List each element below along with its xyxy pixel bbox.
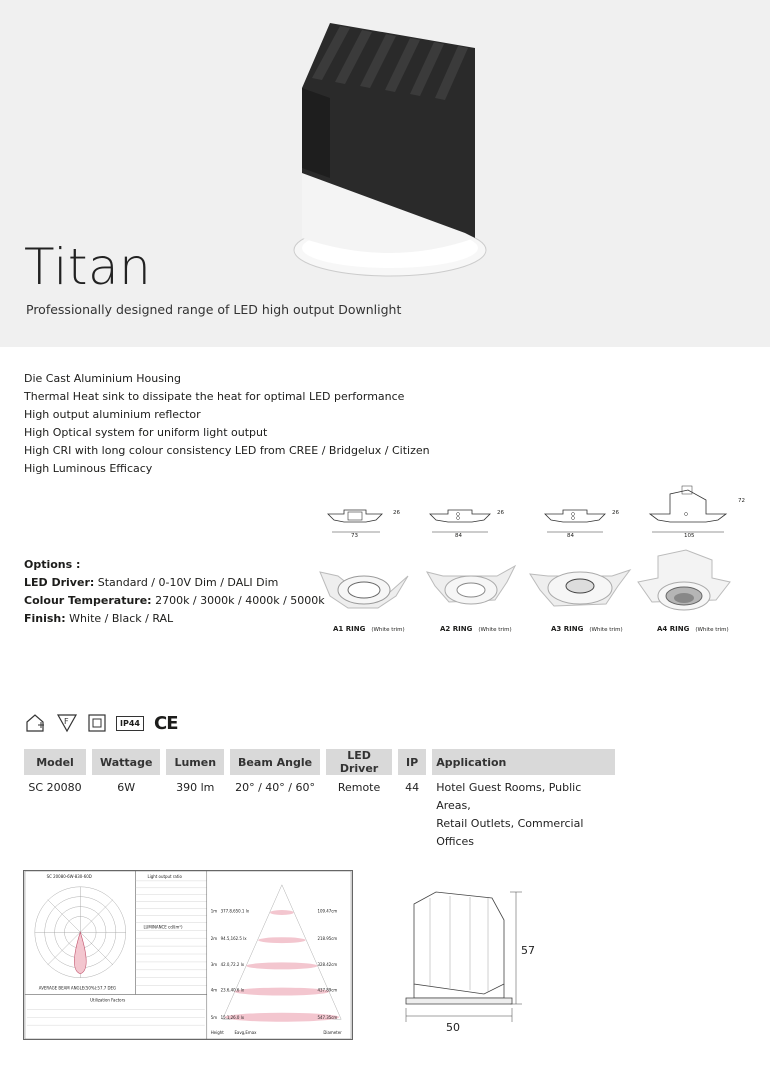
cell-beam-angle: 20° / 40° / 60° [235,781,315,794]
svg-text:1m: 1m [210,908,218,914]
dimension-width: 50 [446,1021,460,1034]
photometric-data [23,870,353,1040]
polar-diagram [35,887,126,978]
table-row [24,775,615,851]
svg-text:15.1,26.0 lx: 15.1,26.0 lx [220,1015,245,1021]
cell-model: SC 20080 [28,781,82,794]
svg-text:Light output ratio: Light output ratio [147,873,182,879]
svg-text:Height: Height [210,1030,224,1036]
options-block [24,556,325,628]
finish-value: White / Black / RAL [65,612,174,625]
ring-a1-photo [318,552,410,618]
ce-mark-icon: CE [153,712,178,734]
ring-a3-drawing [543,502,607,542]
svg-text:SC 20080-6W-830-60D: SC 20080-6W-830-60D [46,873,92,879]
ring-a2-photo [425,552,517,618]
svg-text:Diameter: Diameter [323,1030,342,1036]
svg-text:4m: 4m [210,987,218,993]
header-lumen: Lumen [166,749,224,775]
dimension-height: 57 [521,944,535,957]
product-image [290,18,490,280]
svg-text:5m: 5m [210,1015,218,1021]
svg-text:547.35cm: 547.35cm [317,1015,338,1021]
hero-banner [0,0,770,347]
svg-text:LUMINANCE cd/(m²): LUMINANCE cd/(m²) [143,924,183,930]
finish-label: Finish: [24,612,66,625]
ring-a3-photo [528,552,632,618]
house-ceiling-icon [24,713,46,733]
ring-a2-height: 26 [497,510,504,516]
svg-text:218.95cm: 218.95cm [317,936,338,942]
svg-text:94.5,162.5 lx: 94.5,162.5 lx [220,936,247,942]
header-application: Application [432,749,615,775]
header-ip: IP [398,749,426,775]
spec-table [18,749,621,851]
feature-item: Die Cast Aluminium Housing [24,372,182,385]
feature-item: High output aluminium reflector [24,408,201,421]
certification-icons [24,712,178,734]
header-model: Model [24,749,86,775]
cell-led-driver: Remote [337,781,381,794]
f-mark-icon [56,713,78,733]
svg-text:328.42cm: 328.42cm [317,961,338,967]
cell-application: Hotel Guest Rooms, Public Areas, Retail Outlets, Commercial Offices [436,781,584,848]
led-driver-value: Standard / 0-10V Dim / DALI Dim [94,576,279,589]
header-beam-angle: Beam Angle [230,749,320,775]
feature-item: High Optical system for uniform light output [24,426,268,439]
ring-a4-height: 72 [738,498,745,504]
feature-list [24,370,430,478]
svg-text:AVERAGE BEAM ANGLE(50%):57.7 D: AVERAGE BEAM ANGLE(50%):57.7 DEG [38,985,117,991]
cell-lumen: 390 lm [176,781,215,794]
ring-a4-label: A4 RING (White trim) [657,625,729,633]
page-title: Titan [24,238,152,296]
cell-wattage: 6W [117,781,136,794]
ring-a1-label: A1 RING (White trim) [333,625,405,633]
svg-text:437.89cm: 437.89cm [317,987,338,993]
ring-a3-height: 26 [612,510,619,516]
ip-rating-badge: IP44 [116,716,144,731]
feature-item: High Luminous Efficacy [24,462,153,475]
feature-item: Thermal Heat sink to dissipate the heat for optimal LED performance [24,390,405,403]
svg-text:F: F [64,717,69,726]
svg-text:42.0,72.2 lx: 42.0,72.2 lx [220,961,245,967]
page-subtitle: Professionally designed range of LED high output Downlight [26,302,402,317]
header-wattage: Wattage [92,749,160,775]
colour-label: Colour Temperature: [24,594,152,607]
feature-item: High CRI with long colour consistency LED from CREE / Bridgelux / Citizen [24,444,430,457]
svg-text:Utilization Factors: Utilization Factors [90,997,126,1003]
ring-a4-width: 105 [684,533,695,539]
ring-a4-drawing [648,480,728,540]
svg-text:Eavg,Emax: Eavg,Emax [234,1030,257,1036]
ring-a2-label: A2 RING (White trim) [440,625,512,633]
ring-a2-width: 84 [455,533,462,539]
ring-a1-height: 26 [393,510,400,516]
ring-a3-label: A3 RING (White trim) [551,625,623,633]
options-heading: Options : [24,558,81,571]
colour-value: 2700k / 3000k / 4000k / 5000k [151,594,325,607]
cross-section-drawing [400,880,560,1040]
svg-text:109.47cm: 109.47cm [317,908,338,914]
svg-text:3m: 3m [210,961,218,967]
ring-a3-width: 84 [567,533,574,539]
svg-text:377.8,650.1 lx: 377.8,650.1 lx [220,908,250,914]
led-driver-label: LED Driver: [24,576,95,589]
class-ii-icon [88,714,106,732]
svg-text:23.6,40.6 lx: 23.6,40.6 lx [220,987,245,993]
cell-ip: 44 [405,781,420,794]
ring-a1-width: 73 [351,533,358,539]
ring-a4-photo [636,546,732,620]
header-led-driver: LED Driver [326,749,392,775]
svg-text:2m: 2m [210,936,218,942]
